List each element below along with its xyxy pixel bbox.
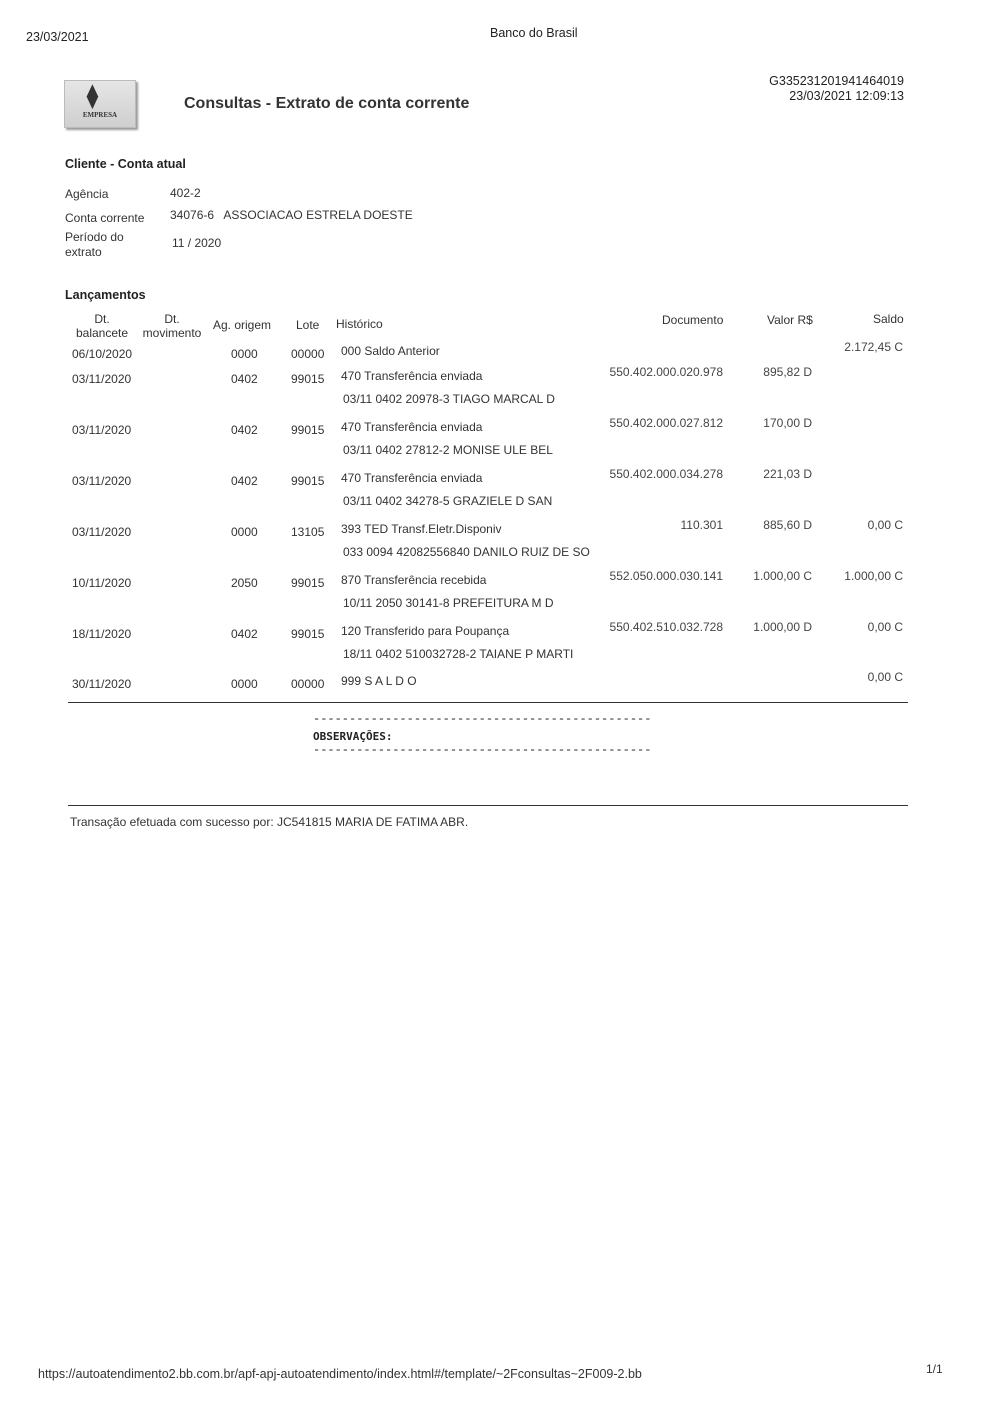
cell-lote: 99015 (291, 372, 325, 386)
cell-lote: 99015 (291, 423, 325, 437)
header-saldo: Saldo (873, 312, 904, 326)
lancamentos-section-title: Lançamentos (65, 288, 146, 302)
cell-historico: 870 Transferência recebida (341, 573, 487, 587)
cell-ag-origem: 0402 (231, 372, 258, 386)
cell-documento: 550.402.510.032.728 (609, 620, 723, 634)
conta-label: Conta corrente (65, 211, 145, 225)
bank-logo (64, 80, 136, 128)
page-number: 1/1 (926, 1362, 943, 1376)
cell-lote: 13105 (291, 525, 325, 539)
header-valor: Valor R$ (767, 313, 813, 327)
periodo-label-line1: Período do (65, 230, 124, 244)
cell-saldo: 2.172,45 C (844, 340, 903, 354)
cell-lote: 00000 (291, 677, 325, 691)
cell-saldo: 1.000,00 C (844, 569, 903, 583)
cell-valor: 895,82 D (763, 365, 812, 379)
header-documento: Documento (662, 313, 724, 327)
cell-historico: 470 Transferência enviada (341, 471, 483, 485)
cell-documento: 110.301 (680, 518, 723, 532)
periodo-value: 11 / 2020 (172, 236, 222, 250)
header-dt-balancete-2: balancete (75, 326, 129, 340)
cell-dt-balancete: 03/11/2020 (72, 525, 132, 539)
cell-dt-balancete: 03/11/2020 (72, 474, 132, 488)
cell-lote: 99015 (291, 576, 325, 590)
page-url: https://autoatendimento2.bb.com.br/apf-apj-autoatendimento/index.html#/template/~2Fconsultas~2F009-2.bb (38, 1367, 642, 1381)
cell-dt-balancete: 30/11/2020 (72, 677, 132, 691)
cell-lote: 99015 (291, 627, 325, 641)
cell-historico: 999 S A L D O (341, 674, 417, 688)
cell-ag-origem: 0402 (231, 627, 258, 641)
cell-historico-detail: 033 0094 42082556840 DANILO RUIZ DE SO (343, 545, 590, 559)
header-lote: Lote (296, 318, 320, 332)
cell-historico-detail: 18/11 0402 510032728-2 TAIANE P MARTI (343, 647, 574, 661)
agencia-value: 402-2 (170, 186, 201, 200)
cell-dt-balancete: 03/11/2020 (72, 423, 132, 437)
cell-valor: 885,60 D (763, 518, 812, 532)
bb-logo-icon: ⧫ (87, 83, 98, 108)
logo-label: EMPRESA (82, 111, 118, 119)
observacoes-top-dashes: ----------------------------------------------- (313, 712, 652, 726)
cell-valor: 1.000,00 D (753, 620, 812, 634)
cell-ag-origem: 0000 (231, 677, 258, 691)
cell-historico: 393 TED Transf.Eletr.Disponiv (341, 522, 502, 536)
cell-ag-origem: 0000 (231, 525, 258, 539)
cell-dt-balancete: 18/11/2020 (72, 627, 132, 641)
header-dt-movimento-1: Dt. (164, 312, 180, 326)
cell-ag-origem: 0000 (231, 347, 258, 361)
cell-valor: 1.000,00 C (753, 569, 812, 583)
cell-saldo: 0,00 C (867, 518, 903, 532)
header-dt-movimento-2: movimento (142, 326, 202, 340)
periodo-label-line2: extrato (65, 245, 102, 259)
document-datetime: 23/03/2021 12:09:13 (789, 89, 904, 103)
cell-documento: 550.402.000.020.978 (609, 365, 723, 379)
cell-historico: 470 Transferência enviada (341, 420, 483, 434)
cell-ag-origem: 2050 (231, 576, 258, 590)
cell-historico-detail: 03/11 0402 20978-3 TIAGO MARCAL D (343, 392, 555, 406)
cell-dt-balancete: 10/11/2020 (72, 576, 132, 590)
cell-saldo: 0,00 C (867, 620, 903, 634)
transaction-message: Transação efetuada com sucesso por: JC541815 MARIA DE FATIMA ABR. (70, 815, 469, 829)
cell-documento: 550.402.000.034.278 (609, 467, 723, 481)
header-historico: Histórico (336, 317, 383, 331)
document-code-block (769, 74, 904, 104)
document-code: G335231201941464019 (769, 74, 904, 88)
conta-value: 34076-6 ASSOCIACAO ESTRELA DOESTE (170, 208, 413, 222)
cell-historico: 470 Transferência enviada (341, 369, 483, 383)
cell-lote: 00000 (291, 347, 325, 361)
observacoes-label: OBSERVAÇÕES: (313, 730, 393, 743)
cell-valor: 221,03 D (763, 467, 812, 481)
print-title: Banco do Brasil (490, 26, 578, 40)
table-bottom-divider (68, 702, 908, 703)
cell-historico-detail: 03/11 0402 34278-5 GRAZIELE D SAN (343, 494, 553, 508)
cell-ag-origem: 0402 (231, 423, 258, 437)
header-dt-balancete-1: Dt. (94, 312, 110, 326)
cell-historico-detail: 03/11 0402 27812-2 MONISE ULE BEL (343, 443, 553, 457)
cell-historico: 000 Saldo Anterior (341, 344, 440, 358)
footer-divider (68, 805, 908, 806)
cell-documento: 552.050.000.030.141 (609, 569, 723, 583)
print-date: 23/03/2021 (26, 30, 89, 44)
cell-documento: 550.402.000.027.812 (609, 416, 723, 430)
cell-historico-detail: 10/11 2050 30141-8 PREFEITURA M D (343, 596, 554, 610)
observacoes-bottom-dashes: ----------------------------------------------- (313, 743, 652, 757)
cell-dt-balancete: 03/11/2020 (72, 372, 132, 386)
cell-dt-balancete: 06/10/2020 (72, 347, 133, 361)
agencia-label: Agência (65, 187, 109, 201)
cell-ag-origem: 0402 (231, 474, 258, 488)
page-title: Consultas - Extrato de conta corrente (184, 95, 470, 112)
cell-saldo: 0,00 C (867, 670, 903, 684)
cell-valor: 170,00 D (763, 416, 812, 430)
cell-historico: 120 Transferido para Poupança (341, 624, 510, 638)
header-ag-origem: Ag. origem (213, 318, 272, 332)
cell-lote: 99015 (291, 474, 325, 488)
client-section-title: Cliente - Conta atual (65, 157, 186, 171)
